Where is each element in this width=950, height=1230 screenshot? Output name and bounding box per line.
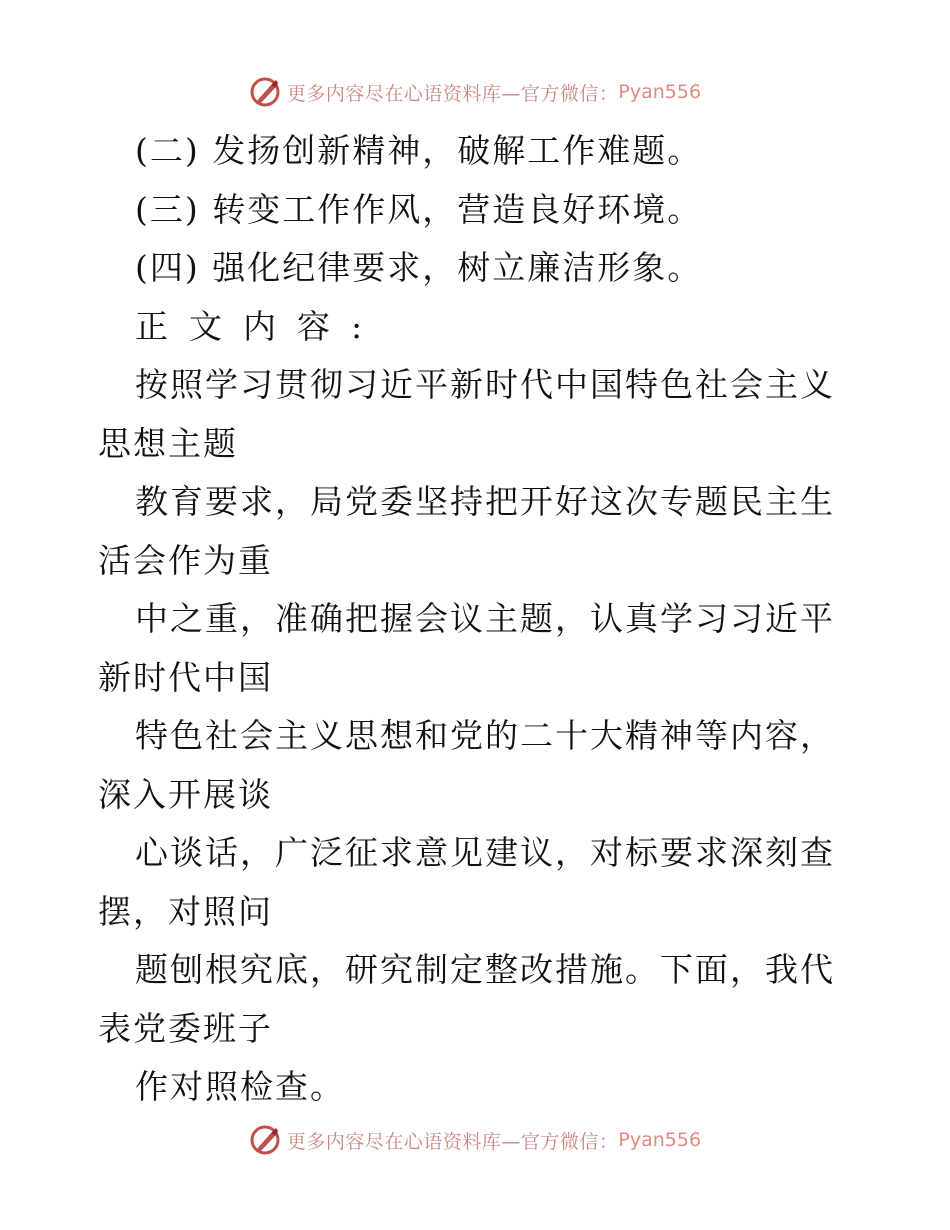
body-paragraph: 教育要求，局党委坚持把开好这次专题民主生活会作为重 <box>98 482 835 580</box>
watermark-wechat-id: Pyan556 <box>618 81 702 103</box>
pen-logo-icon <box>249 1124 281 1156</box>
body-paragraph: 中之重，准确把握会议主题，认真学习习近平新时代中国 <box>98 599 835 697</box>
body-paragraph: 题刨根究底，研究制定整改措施。下面，我代表党委班子 <box>98 950 835 1048</box>
watermark-text: 更多内容尽在心语资料库—官方微信： <box>286 1130 619 1153</box>
watermark-text: 更多内容尽在心语资料库—官方微信： <box>286 82 619 105</box>
body-paragraph: 心谈话，广泛征求意见建议，对标要求深刻查摆，对照问 <box>98 833 835 931</box>
body-paragraph: 特色社会主义思想和党的二十大精神等内容，深入开展谈 <box>98 716 835 814</box>
heading-item-2: (二) 发扬创新精神，破解工作难题。 <box>135 131 703 170</box>
footer-watermark <box>0 1120 950 1160</box>
watermark-wechat-id: Pyan556 <box>618 1129 702 1151</box>
header-watermark <box>0 72 950 112</box>
heading-item-4: (四) 强化纪律要求，树立廉洁形象。 <box>135 248 703 287</box>
body-paragraph: 按照学习贯彻习近平新时代中国特色社会主义思想主题 <box>98 365 835 463</box>
heading-item-3: (三) 转变工作作风，营造良好环境。 <box>135 189 703 229</box>
pen-logo-icon <box>249 76 281 108</box>
document-body <box>98 122 858 1117</box>
body-section-label: 正文内容: <box>135 306 384 346</box>
body-paragraph: 作对照检查。 <box>135 1067 345 1106</box>
